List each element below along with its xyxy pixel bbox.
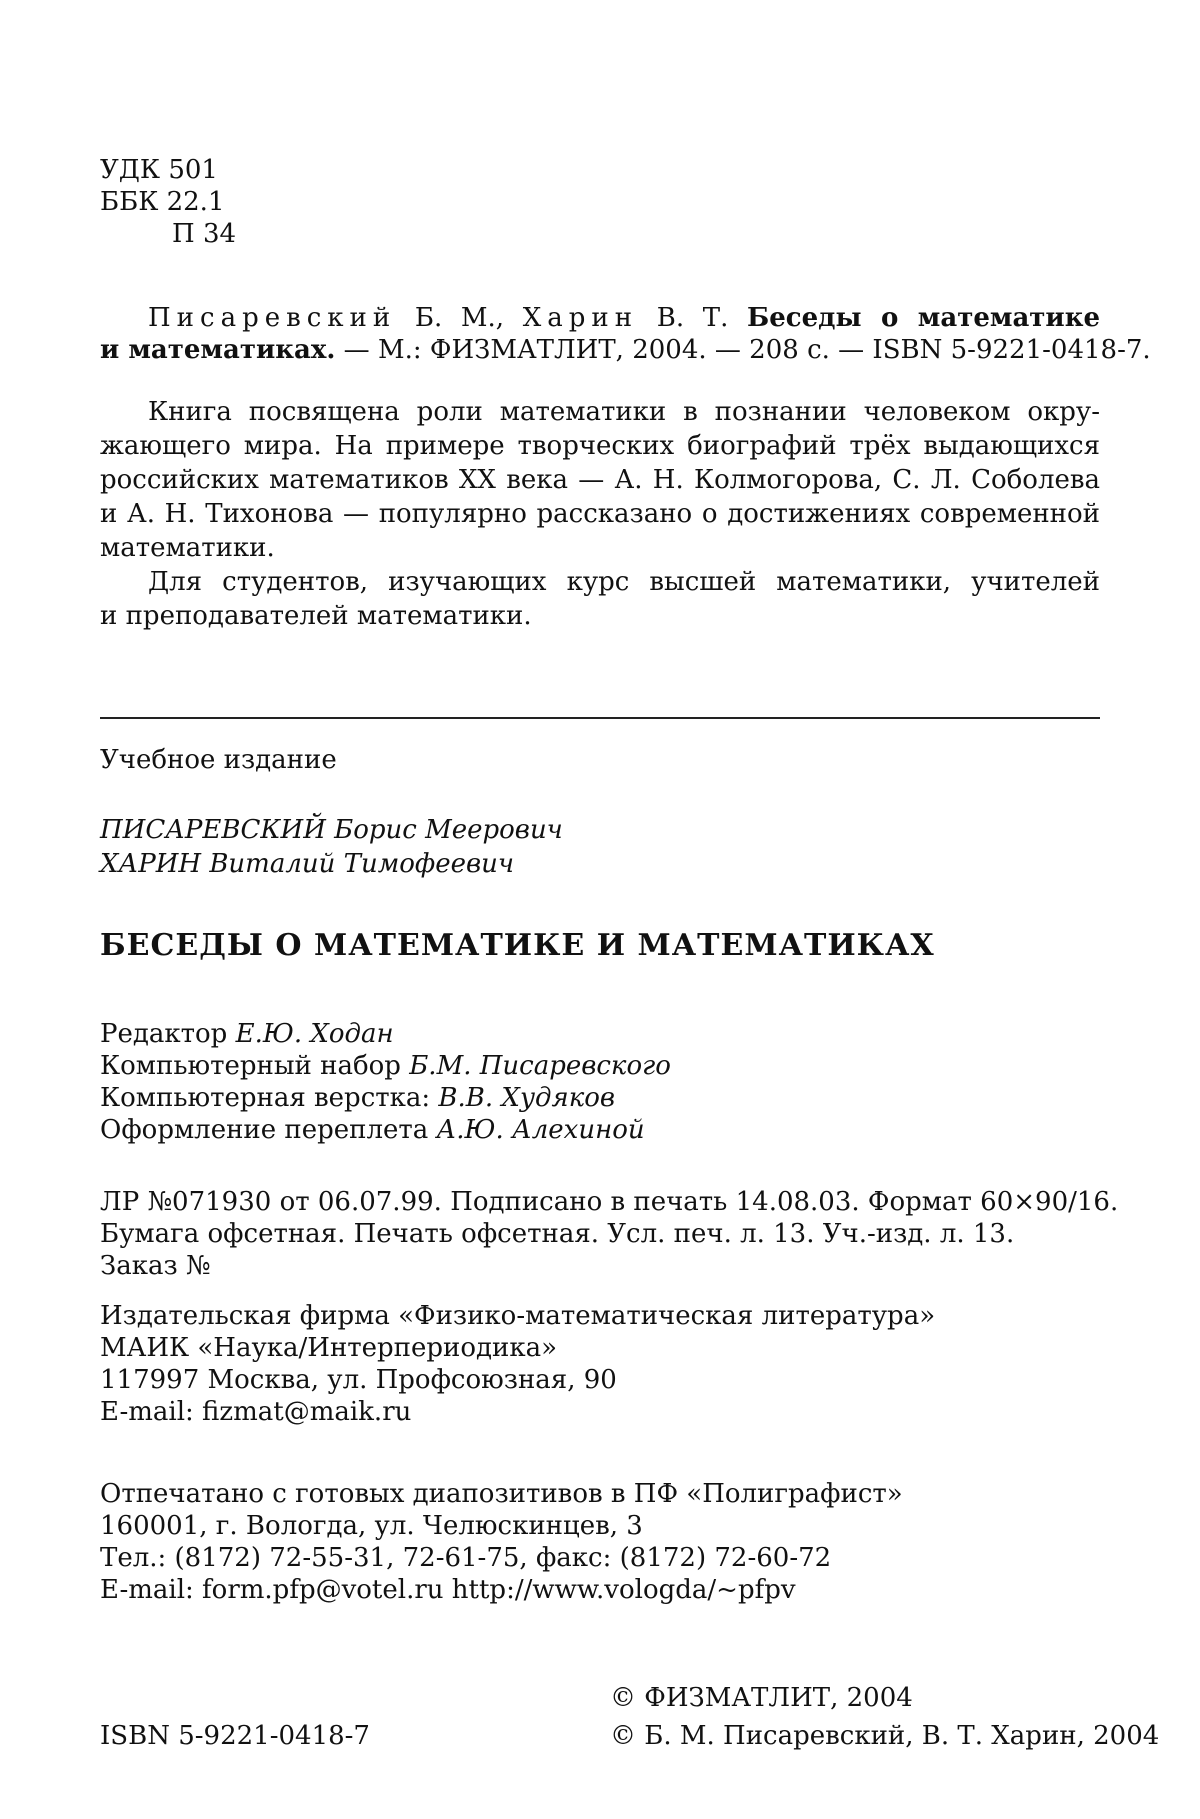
credit-cover — [100, 1114, 645, 1146]
citation-author-1: Писаревский — [148, 303, 397, 333]
author-full-2 — [100, 848, 514, 880]
citation-title-1: Беседы о математике — [747, 303, 1101, 333]
credit-name: Б.М. Писаревского — [409, 1051, 671, 1081]
publisher-line-2: МАИК «Наука/Интерпериодика» — [100, 1333, 558, 1363]
bbk-code: ББК 22.1 — [100, 187, 225, 217]
abstract-line-5: математики. — [100, 533, 275, 563]
credit-name: А.Ю. Алехиной — [436, 1115, 645, 1145]
credit-layout — [100, 1082, 615, 1114]
abstract-line-4: и А. Н. Тихонова — популярно рассказано о достижениях современной — [100, 499, 1100, 529]
credit-label: Компьютерная верстка: — [100, 1083, 431, 1113]
copyright-authors: © Б. М. Писаревский, В. Т. Харин, 2004 — [610, 1721, 1160, 1751]
credit-typesetting — [100, 1050, 671, 1082]
publisher-line-1: Издательская фирма «Физико-математическая литература» — [100, 1301, 936, 1331]
book-title: БЕСЕДЫ О МАТЕМАТИКЕ И МАТЕМАТИКАХ — [100, 928, 935, 963]
print-info-line-2: Бумага офсетная. Печать офсетная. Усл. печ. л. 13. Уч.-изд. л. 13. — [100, 1219, 1015, 1249]
author-mark: П 34 — [172, 219, 237, 249]
audience-line-1: Для студентов, изучающих курс высшей математики, учителей — [148, 567, 1100, 597]
print-info-line-3: Заказ № — [100, 1251, 211, 1281]
isbn: ISBN 5-9221-0418-7 — [100, 1721, 370, 1751]
citation-line-2 — [100, 334, 1151, 366]
citation-author-2: Харин — [522, 303, 639, 333]
abstract-line-3: российских математиков XX века — А. Н. Колмогорова, С. Л. Соболева — [100, 465, 1100, 495]
author-1-surname: ПИСАРЕВСКИЙ — [100, 815, 326, 845]
printer-contact: E-mail: form.pfp@votel.ru http://www.vologda/~pfpv — [100, 1575, 796, 1605]
print-info-line-1: ЛР №071930 от 06.07.99. Подписано в печать 14.08.03. Формат 60×90/16. — [100, 1187, 1119, 1217]
copyright-publisher: © ФИЗМАТЛИТ, 2004 — [610, 1683, 913, 1713]
printer-line-2: 160001, г. Вологда, ул. Челюскинцев, 3 — [100, 1511, 643, 1541]
section-divider — [100, 717, 1100, 719]
publisher-email: E-mail: fizmat@maik.ru — [100, 1397, 412, 1427]
citation-initials-2: В. Т. — [656, 303, 729, 333]
author-2-surname: ХАРИН — [100, 849, 202, 879]
abstract-line-2: жающего мира. На примере творческих биографий трёх выдающихся — [100, 431, 1100, 461]
credit-name: Е.Ю. Ходан — [235, 1019, 394, 1049]
printer-line-3: Тел.: (8172) 72-55-31, 72-61-75, факс: (8172) 72-60-72 — [100, 1543, 832, 1573]
author-2-name: Виталий Тимофеевич — [209, 849, 515, 879]
udk-code: УДК 501 — [100, 155, 218, 185]
publisher-line-3: 117997 Москва, ул. Профсоюзная, 90 — [100, 1365, 617, 1395]
printer-line-1: Отпечатано с готовых диапозитивов в ПФ «Полиграфист» — [100, 1479, 903, 1509]
audience-line-2: и преподавателей математики. — [100, 601, 532, 631]
abstract-line-1: Книга посвящена роли математики в познании человеком окру- — [148, 397, 1100, 427]
author-full-1 — [100, 814, 563, 846]
citation-initials-1: Б. М., — [414, 303, 505, 333]
citation-publication: — М.: ФИЗМАТЛИТ, 2004. — 208 с. — ISBN 5-9221-0418-7. — [335, 335, 1151, 365]
credit-label: Оформление переплета — [100, 1115, 429, 1145]
credit-editor — [100, 1018, 394, 1050]
credit-name: В.В. Худяков — [438, 1083, 616, 1113]
title-page-verso — [100, 0, 1160, 1819]
citation-title-2: и математиках. — [100, 335, 336, 365]
credit-label: Редактор — [100, 1019, 228, 1049]
edition-type: Учебное издание — [100, 745, 337, 775]
author-1-name: Борис Меерович — [334, 815, 563, 845]
citation-line-1 — [148, 302, 1100, 334]
credit-label: Компьютерный набор — [100, 1051, 401, 1081]
